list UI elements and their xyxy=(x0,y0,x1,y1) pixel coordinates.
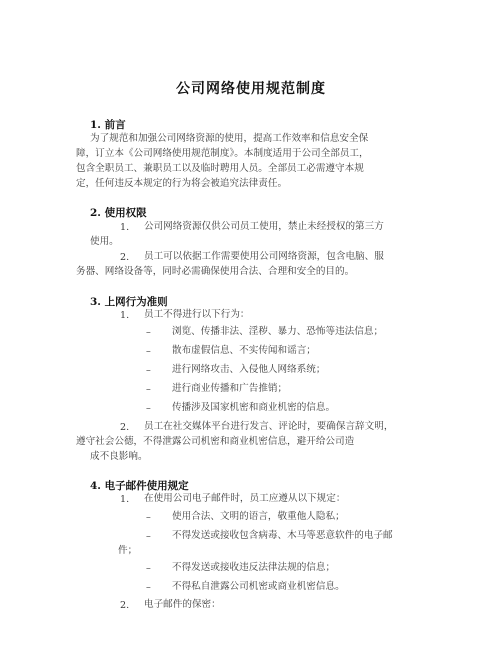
permissions-item-2-number: 2. xyxy=(120,252,130,263)
preface-line-3: 包含全职员工、兼职员工以及临时聘用人员。全部员工必需遵守本规 xyxy=(76,163,364,174)
conduct-bullet-5: 传播涉及国家机密和商业机密的信息。 xyxy=(172,402,336,413)
conduct-bullet-1: 浏览、传播非法、淫秽、暴力、恐怖等违法信息； xyxy=(172,326,384,337)
conduct-item-1-number: 1. xyxy=(120,310,130,321)
dash-bullet: – xyxy=(146,327,151,338)
preface-line-4: 定，任何违反本规定的行为将会被追究法律责任。 xyxy=(76,178,288,189)
permissions-item-2-line-1: 员工可以依据工作需要使用公司网络资源，包含电脑、服 xyxy=(144,251,384,262)
conduct-bullet-3: 进行网络攻击、入侵他人网络系统； xyxy=(172,364,326,375)
dash-bullet: – xyxy=(146,365,151,376)
section-heading-preface: 1. 前言 xyxy=(90,119,126,131)
email-bullet-4: 不得私自泄露公司机密或商业机密信息。 xyxy=(172,581,345,592)
dash-bullet: – xyxy=(146,563,151,574)
email-item-1-number: 1. xyxy=(120,494,130,505)
dash-bullet: – xyxy=(146,531,151,542)
email-item-2-number: 2. xyxy=(120,600,130,611)
dash-bullet: – xyxy=(146,512,151,523)
conduct-item-2-line-2: 遵守社会公德，不得泄露公司机密和商业机密信息，避开给公司造 xyxy=(76,436,355,447)
preface-line-1: 为了规范和加强公司网络资源的使用，提高工作效率和信息安全保 xyxy=(90,133,369,144)
conduct-bullet-4: 进行商业传播和广告推销； xyxy=(172,383,288,394)
email-bullet-2: 不得发送或接收包含病毒、木马等恶意软件的电子邮 xyxy=(172,530,393,541)
conduct-item-2-line-1: 员工在社交媒体平台进行发言、评论时，要确保言辞文明， xyxy=(144,421,394,432)
dash-bullet: – xyxy=(146,384,151,395)
email-bullet-1: 使用合法、文明的语言，敬重他人隐私； xyxy=(172,511,345,522)
conduct-item-2-number: 2. xyxy=(120,422,130,433)
section-heading-permissions: 2. 使用权限 xyxy=(90,207,147,219)
email-item-1-text: 在使用公司电子邮件时，员工应遵从以下规定： xyxy=(144,493,346,504)
conduct-item-1-text: 员工不得进行以下行为： xyxy=(144,309,250,320)
document-title: 公司网络使用规范制度 xyxy=(176,81,326,97)
email-bullet-2-continuation: 件； xyxy=(118,545,138,556)
dash-bullet: – xyxy=(146,346,151,357)
section-heading-online-conduct: 3. 上网行为准则 xyxy=(90,296,168,308)
conduct-item-2-line-3: 成不良影响。 xyxy=(90,451,148,462)
email-bullet-3: 不得发送或接收违反法律法规的信息； xyxy=(172,562,336,573)
permissions-item-1-line-2: 使用。 xyxy=(90,236,119,247)
permissions-item-2-line-2: 务器、网络设备等，同时必需确保使用合法、合理和安全的目的。 xyxy=(76,266,355,277)
section-heading-email-rules: 4. 电子邮件使用规定 xyxy=(90,480,189,492)
email-item-2-text: 电子邮件的保密： xyxy=(144,599,221,610)
dash-bullet: – xyxy=(146,403,151,414)
dash-bullet: – xyxy=(146,582,151,593)
permissions-item-1-number: 1. xyxy=(120,222,130,233)
preface-line-2: 障，订立本《公司网络使用规范制度》。本制度适用于公司全部员工， xyxy=(76,148,369,159)
permissions-item-1-line-1: 公司网络资源仅供公司员工使用，禁止未经授权的第三方 xyxy=(144,221,384,232)
conduct-bullet-2: 散布虚假信息、不实传闻和谣言； xyxy=(172,345,316,356)
